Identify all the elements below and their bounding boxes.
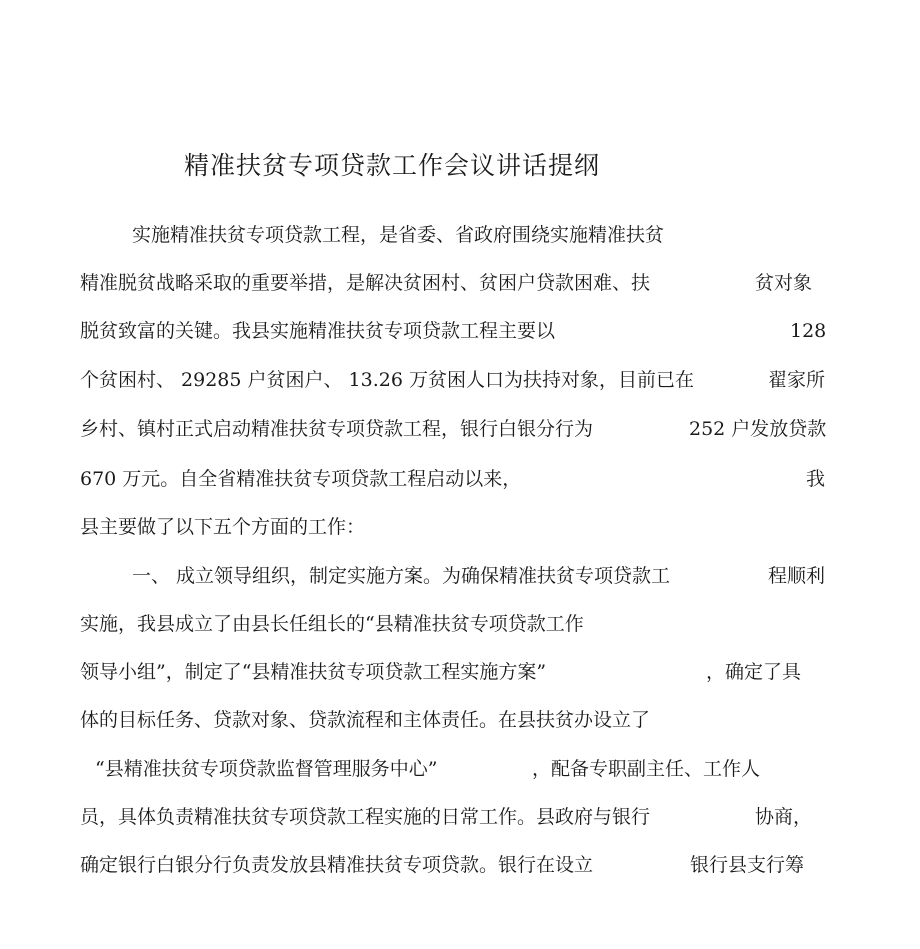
text-segment: 128 (790, 320, 827, 342)
text-segment: 翟家所 (768, 369, 826, 391)
text-line-5 (80, 414, 830, 444)
text-line-9 (80, 609, 830, 639)
text-line-6 (80, 464, 830, 494)
text-segment: 精准脱贫战略采取的重要举措，是解决贫困村、贫困户贷款困难、扶 (80, 272, 651, 294)
text-segment: 协商， (755, 806, 813, 828)
text-segment: 确定银行白银分行负责发放县精准扶贫专项贷款。银行在设立 (80, 854, 594, 876)
text-line-10 (80, 657, 830, 687)
text-segment: 县主要做了以下五个方面的工作： (80, 516, 366, 538)
text-segment: 670 万元。自全省精准扶贫专项贷款工程启动以来， (80, 468, 522, 490)
text-segment: 体的目标任务、贷款对象、贷款流程和主体责任。在县扶贫办设立了 (80, 709, 651, 731)
text-segment: 实施，我县成立了由县长任组长的“县精准扶贫专项贷款工作 (80, 613, 584, 635)
text-segment: 一、 成立领导组织，制定实施方案。为确保精准扶贫专项贷款工 (132, 565, 671, 587)
text-segment: 脱贫致富的关键。我县实施精准扶贫专项贷款工程主要以 (80, 320, 556, 342)
text-line-12 (80, 754, 830, 784)
text-line-11 (80, 705, 830, 735)
text-segment: 银行县支行筹 (690, 854, 805, 876)
text-line-2 (80, 268, 830, 298)
text-segment: 领导小组”，制定了“县精准扶贫专项贷款工程实施方案” (80, 661, 547, 683)
text-line-13 (80, 802, 830, 832)
text-line-8 (80, 561, 830, 591)
text-line-7 (80, 512, 830, 542)
text-segment: 252 户发放贷款 (689, 418, 827, 440)
text-line-14 (80, 850, 830, 880)
text-segment: 员，具体负责精准扶贫专项贷款工程实施的日常工作。县政府与银行 (80, 806, 651, 828)
text-segment: 实施精准扶贫专项贷款工程，是省委、省政府围绕实施精准扶贫 (132, 224, 665, 246)
text-line-1 (80, 220, 830, 250)
text-segment: 贫对象 (755, 272, 813, 294)
document-title: 精准扶贫专项贷款工作会议讲话提纲 (184, 151, 601, 180)
text-line-4 (80, 365, 830, 395)
text-segment: 个贫困村、 29285 户贫困户、 13.26 万贫困人口为扶持对象，目前已在 (80, 369, 694, 391)
text-segment: ，确定了具 (706, 661, 802, 683)
text-segment: ，配备专职副主任、工作人 (532, 758, 761, 780)
text-segment: “县精准扶贫专项贷款监督管理服务中心” (95, 758, 438, 780)
text-segment: 乡村、镇村正式启动精准扶贫专项贷款工程，银行白银分行为 (80, 418, 594, 440)
text-line-3 (80, 316, 830, 346)
text-segment: 我 (806, 468, 826, 490)
text-segment: 程顺利 (768, 565, 826, 587)
